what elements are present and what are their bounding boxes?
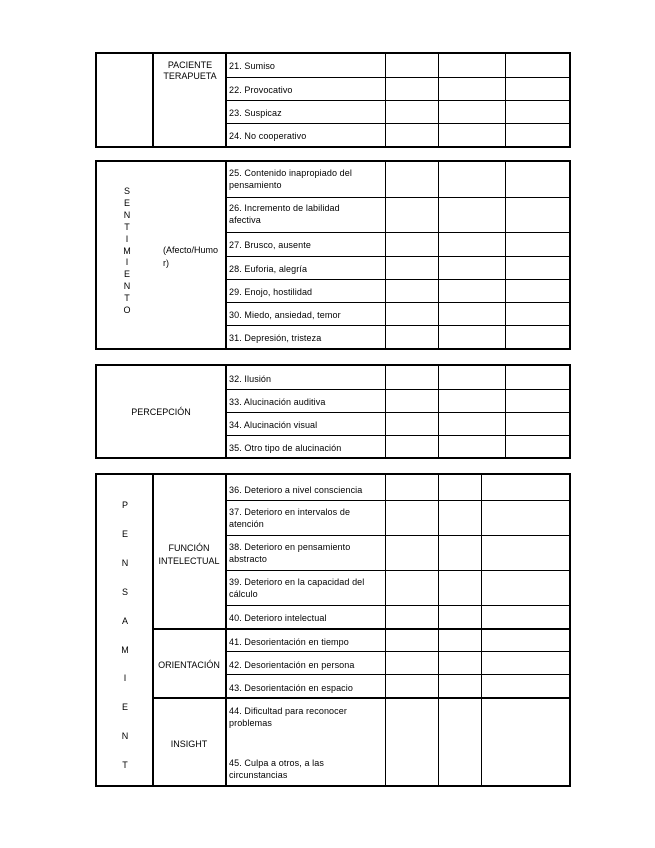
item-27: 27. Brusco, ausente [229,240,311,250]
table-block-paciente-terapeuta [95,52,571,148]
item-43: 43. Desorientación en espacio [229,683,353,693]
category-orientacion: ORIENTACIÓN [158,660,220,670]
item-38: 38. Deterioro en pensamiento abstracto [229,542,351,564]
item-21: 21. Sumiso [229,61,276,71]
category-funcion-intelectual: FUNCIÓN INTELECTUAL [158,543,220,566]
category-paciente-terapeuta: PACIENTE TERAPUETA [163,60,217,81]
item-33: 33. Alucinación auditiva [229,397,326,407]
vertical-label-sentimiento: S E N T I M I E N T O [123,186,131,316]
item-34: 34. Alucinación visual [229,420,318,430]
item-35: 35. Otro tipo de alucinación [229,443,342,453]
category-percepcion: PERCEPCIÓN [131,407,191,417]
item-41: 41. Desorientación en tiempo [229,637,349,647]
item-24: 24. No cooperativo [229,131,307,141]
item-23: 23. Suspicaz [229,108,282,118]
vertical-label-pensamiento: P E N S A M I E N T [121,500,129,771]
item-28: 28. Euforia, alegría [229,264,308,274]
category-insight: INSIGHT [170,739,208,749]
item-40: 40. Deterioro intelectual [229,613,327,623]
item-44: 44. Dificultad para reconocer problemas [229,706,347,728]
table-block-pensamiento [95,473,571,787]
item-42: 42. Desorientación en persona [229,660,355,670]
item-39: 39. Deterioro en la capacidad del cálculo [229,577,365,599]
item-32: 32. Ilusión [229,374,272,384]
item-31: 31. Depresión, tristeza [229,333,322,343]
item-22: 22. Provocativo [229,85,293,95]
item-45: 45. Culpa a otros, a las circunstancias [229,758,324,780]
category-afecto-humor: (Afecto/Humor) [163,245,219,268]
item-29: 29. Enojo, hostilidad [229,287,313,297]
table-block-percepcion [95,364,571,459]
table-block-sentimiento [95,160,571,350]
item-26: 26. Incremento de labilidad afectiva [229,203,340,225]
item-25: 25. Contenido inapropiado del pensamiento [229,168,352,190]
item-37: 37. Deterioro en intervalos de atención [229,507,351,529]
item-30: 30. Miedo, ansiedad, temor [229,310,341,320]
item-36: 36. Deterioro a nivel consciencia [229,485,363,495]
